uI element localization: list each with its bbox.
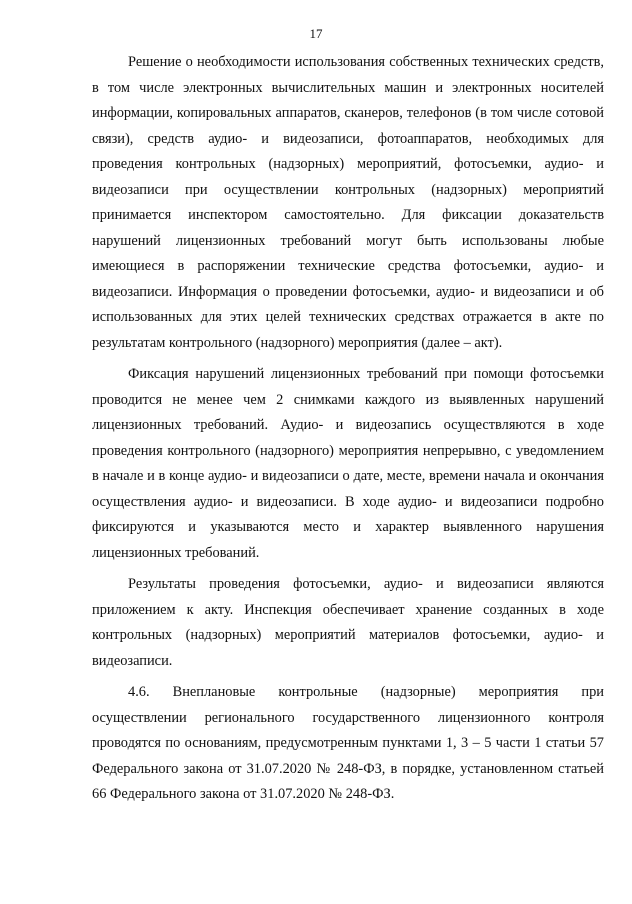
page-number: 17	[309, 26, 323, 41]
paragraph-results-storage: Результаты проведения фотосъемки, аудио- и видеозаписи являются приложением к акту. Инспекция обеспечивает хранение созданных в ходе контрольных (надзорных) мероприятий материалов фотосъемки, аудио- и видеозаписи.	[92, 576, 604, 669]
paragraph-technical-means: Решение о необходимости использования собственных технических средств, в том числе электронных вычислительных машин и электронных носителей информации, копировальных аппаратов, сканеров, телефонов (в том числе сотовой связи), средств аудио- и видеозаписи, фотоаппаратов, необходимых для проведения контрольных (надзорных) мероприятий, фотосъемки, аудио- и видеозаписи при осуществлении контрольных (надзорных) мероприятий принимается инспектором самостоятельно. Для фиксации доказательств нарушений лицензионных требований могут быть использованы любые имеющиеся в распоряжении технические средства фотосъемки, аудио- и видеозаписи. Информация о проведении фотосъемки, аудио- и видеозаписи и об использованных для этих целей технических средствах отражается в акте по результатам контрольного (надзорного) мероприятия (далее – акт).	[92, 54, 604, 351]
paragraph-photo-fixation: Фиксация нарушений лицензионных требований при помощи фотосъемки проводится не менее чем 2 снимками каждого из выявленных нарушений лицензионных требований. Аудио- и видеозапись осуществляются в ходе проведения контрольного (надзорного) мероприятия непрерывно, с уведомлением в начале и в конце аудио- и видеозаписи о дате, месте, времени начала и окончания осуществления аудио- и видеозаписи. В ходе аудио- и видеозаписи подробно фиксируются и указываются место и характер выявленного нарушения лицензионных требований.	[92, 366, 604, 561]
paragraph-unscheduled-inspections: 4.6. Внеплановые контрольные (надзорные) мероприятия при осуществлении регионального государственного лицензионного контроля проводятся по основаниям, предусмотренным пунктами 1, 3 – 5 части 1 статьи 57 Федерального закона от 31.07.2020 № 248-ФЗ, в порядке, установленном статьей 66 Федерального закона от 31.07.2020 № 248-ФЗ.	[92, 684, 604, 802]
document-body	[92, 50, 604, 814]
